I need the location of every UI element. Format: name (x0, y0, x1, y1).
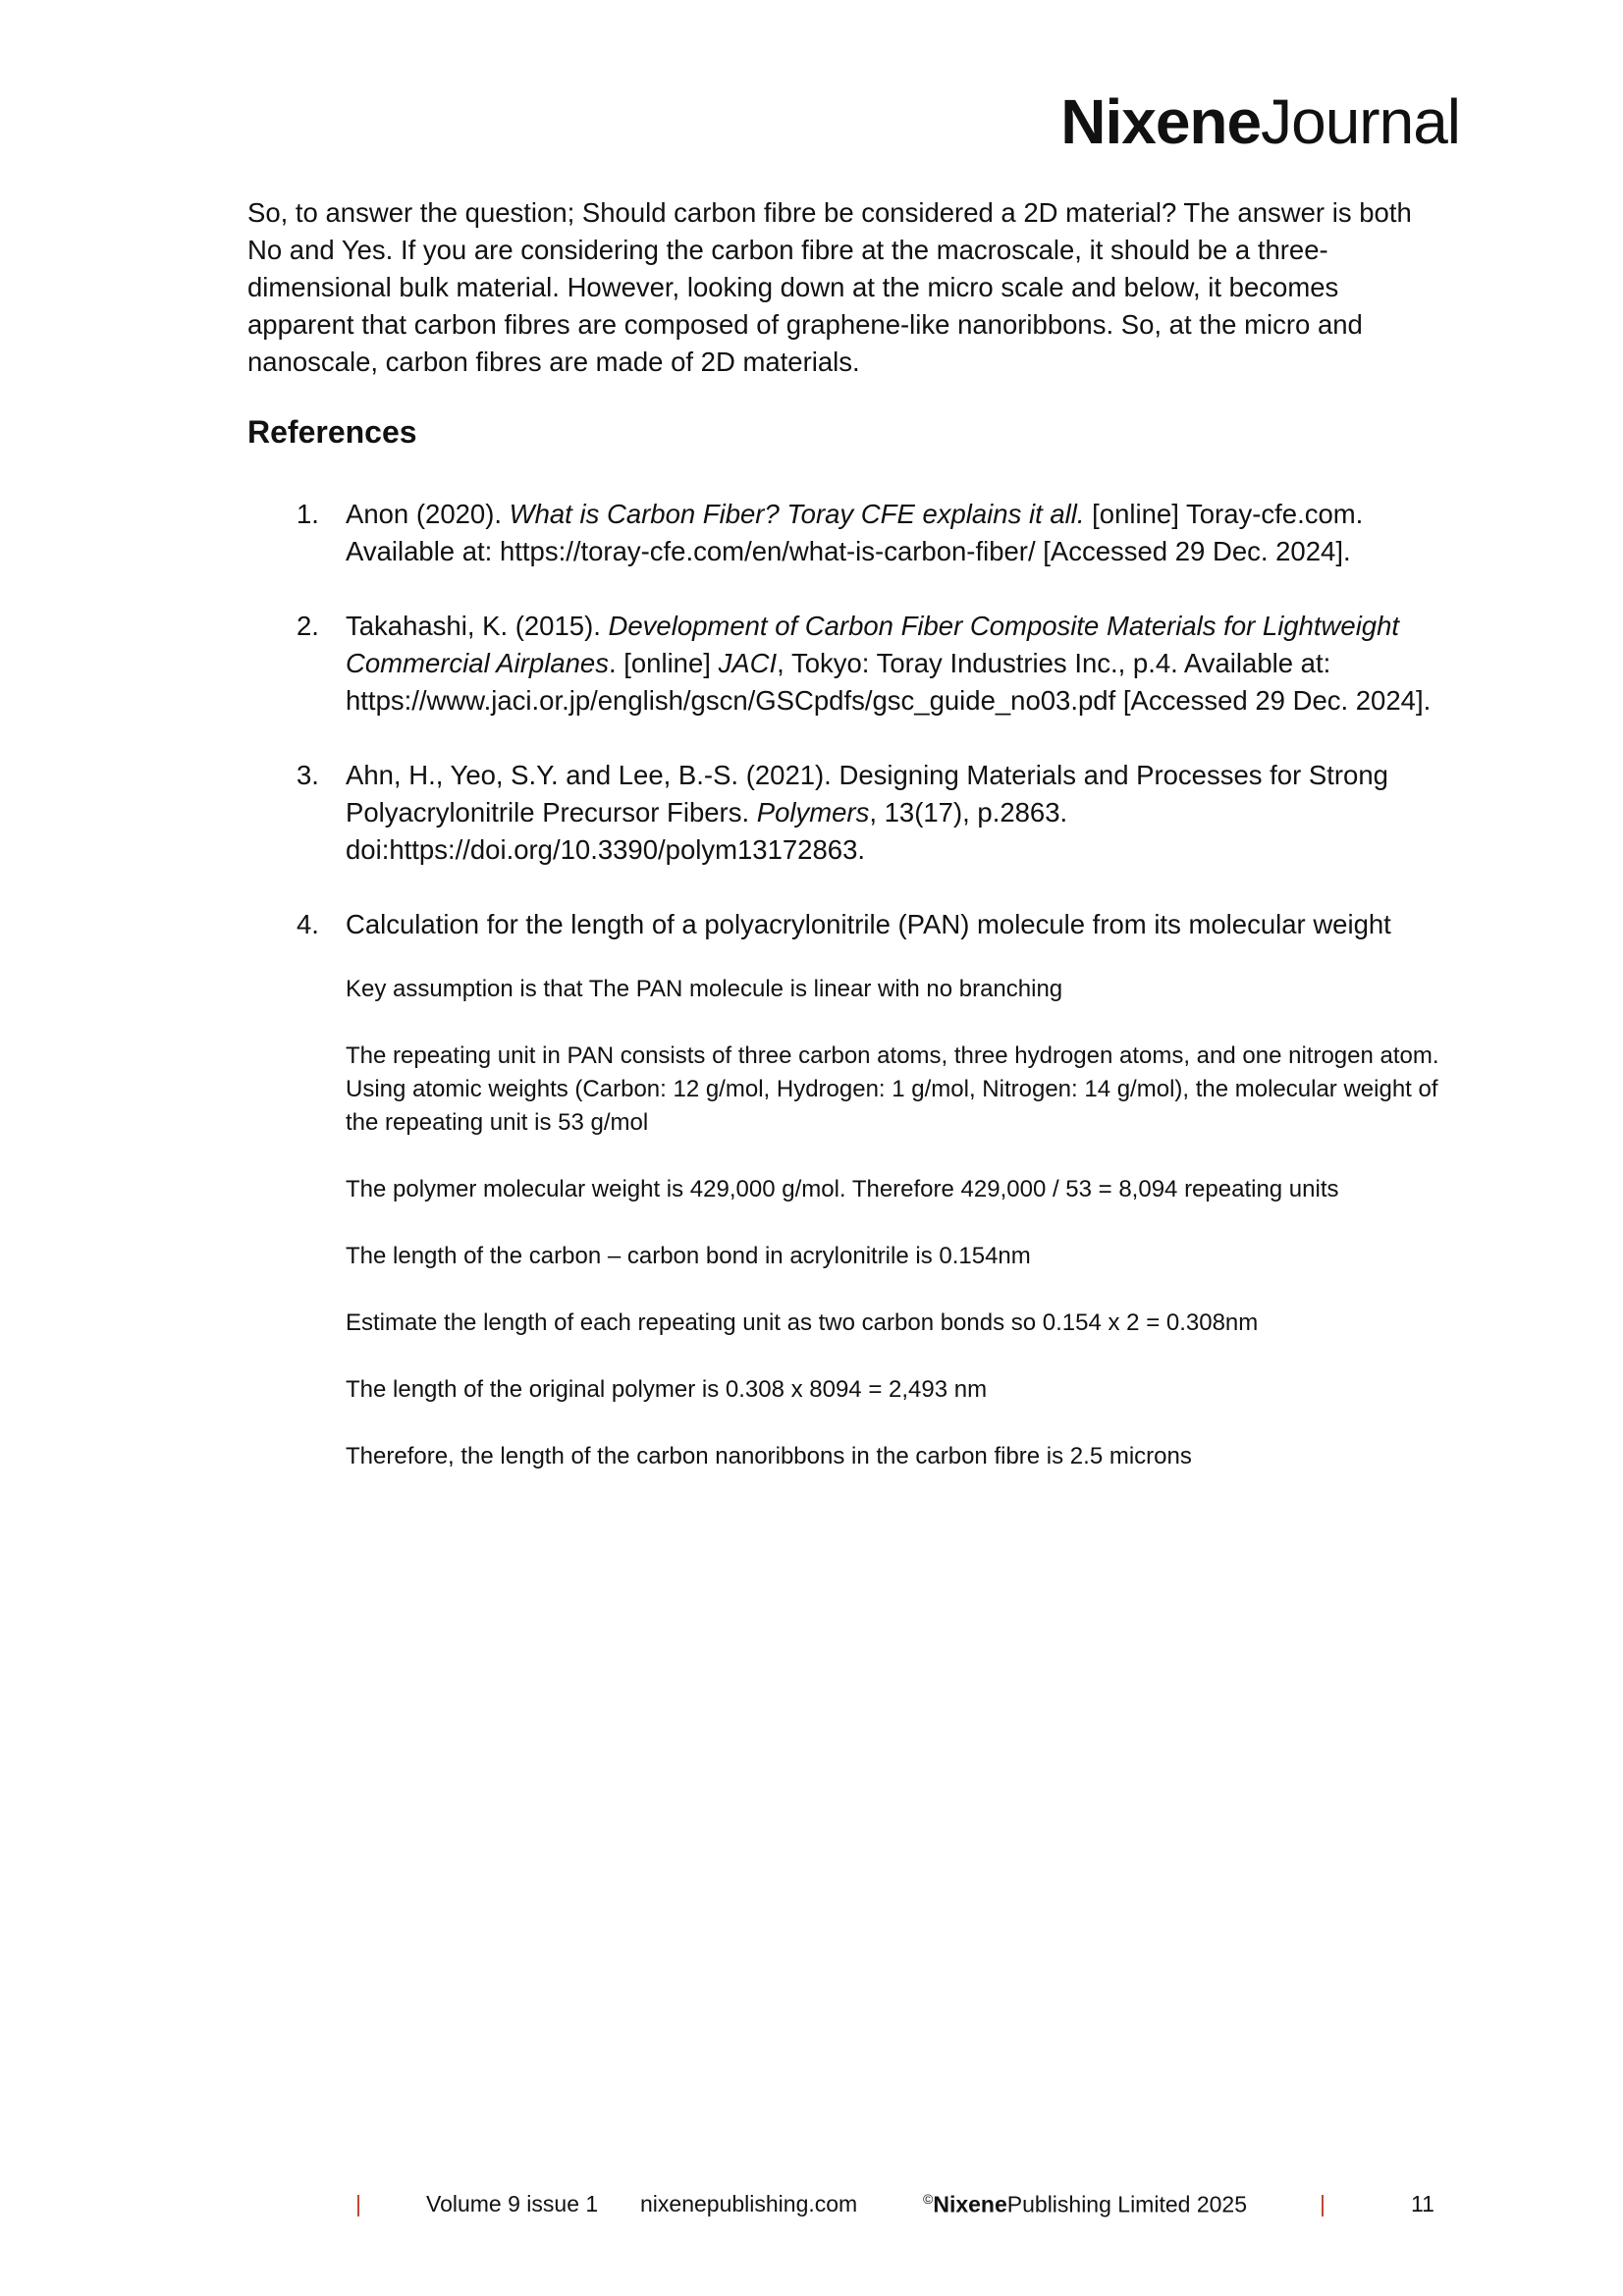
reference-text: , 13(17), p.2863. doi:https://doi.org/10.3390/polym13172863. (346, 797, 1068, 865)
page-footer (0, 2191, 1623, 2224)
references-list (247, 496, 1445, 1473)
calculation-line: Therefore, the length of the carbon nanoribbons in the carbon fibre is 2.5 microns (346, 1443, 1192, 1469)
reference-title: What is Carbon Fiber? Toray CFE explains it all. (509, 499, 1085, 529)
references-heading: References (247, 414, 417, 450)
reference-item (247, 757, 1445, 869)
reference-number: 2. (297, 611, 319, 641)
brand-light: Journal (1261, 86, 1460, 157)
calculation-line: The length of the carbon – carbon bond in acrylonitrile is 0.154nm (346, 1243, 1031, 1269)
reference-text: Takahashi, K. (2015). (346, 611, 609, 641)
page-number: 11 (1411, 2191, 1434, 2216)
footer-publisher-bold: Nixene (933, 2191, 1007, 2217)
masthead (1060, 86, 1460, 157)
footer-copyright (923, 2191, 1247, 2218)
footer-website: nixenepublishing.com (640, 2191, 858, 2216)
article-content (247, 194, 1445, 1511)
calculation-line: Estimate the length of each repeating unit as two carbon bonds so 0.154 x 2 = 0.308nm (346, 1309, 1259, 1336)
reference-number: 4. (297, 909, 319, 939)
copyright-symbol: © (923, 2191, 934, 2207)
reference-number: 1. (297, 499, 319, 529)
calculation-block (346, 973, 1445, 1473)
reference-text: Anon (2020). (346, 499, 510, 529)
calculation-line: The polymer molecular weight is 429,000 g/mol. Therefore 429,000 / 53 = 8,094 repeating units (346, 1176, 1339, 1202)
calculation-line: The repeating unit in PAN consists of three carbon atoms, three hydrogen atoms, and one nitrogen atom. Using atomic weights (Carbon: 12 g/mol, Hydrogen: 1 g/mol, Nitrogen: 14 g/mol), the molecular weight of the repeating unit is 53 g/mol (346, 1042, 1439, 1136)
calculation-line: The length of the original polymer is 0.308 x 8094 = 2,493 nm (346, 1376, 988, 1403)
reference-text: . [online] (608, 648, 719, 678)
reference-item (247, 496, 1445, 570)
reference-item (247, 906, 1445, 1473)
reference-text: Calculation for the length of a polyacrylonitrile (PAN) molecule from its molecular weight (346, 909, 1391, 939)
footer-separator: | (355, 2191, 361, 2216)
intro-paragraph: So, to answer the question; Should carbon fibre be considered a 2D material? The answer is both No and Yes. If you are considering the carbon fibre at the macroscale, it should be a three-dimensional bulk material. However, looking down at the micro scale and below, it becomes apparent that carbon fibres are composed of graphene-like nanoribbons. So, at the micro and nanoscale, carbon fibres are made of 2D materials. (247, 197, 1412, 377)
footer-publisher-rest: Publishing Limited 2025 (1006, 2191, 1247, 2217)
reference-journal: Polymers (756, 797, 870, 828)
reference-title: Development of Carbon Fiber Composite Materials for Lightweight Commercial Airplanes (346, 611, 1400, 678)
reference-text: [online] Toray-cfe.com. Available at: https://toray-cfe.com/en/what-is-carbon-fiber/ [Accessed 29 Dec. 2024]. (346, 499, 1364, 566)
reference-text: Ahn, H., Yeo, S.Y. and Lee, B.-S. (2021). Designing Materials and Processes for Strong Polyacrylonitrile Precursor Fibers. (346, 760, 1388, 828)
footer-volume: Volume 9 issue 1 (426, 2191, 599, 2216)
reference-number: 3. (297, 760, 319, 790)
footer-separator: | (1320, 2191, 1325, 2216)
brand-bold: Nixene (1060, 86, 1262, 157)
reference-item (247, 608, 1445, 720)
reference-journal: JACI (718, 648, 778, 678)
reference-text: , Tokyo: Toray Industries Inc., p.4. Available at: https://www.jaci.or.jp/english/gscn/GSCpdfs/gsc_guide_no03.pdf [Accessed 29 Dec. 2024]. (346, 648, 1432, 716)
calculation-line: Key assumption is that The PAN molecule is linear with no branching (346, 976, 1063, 1002)
